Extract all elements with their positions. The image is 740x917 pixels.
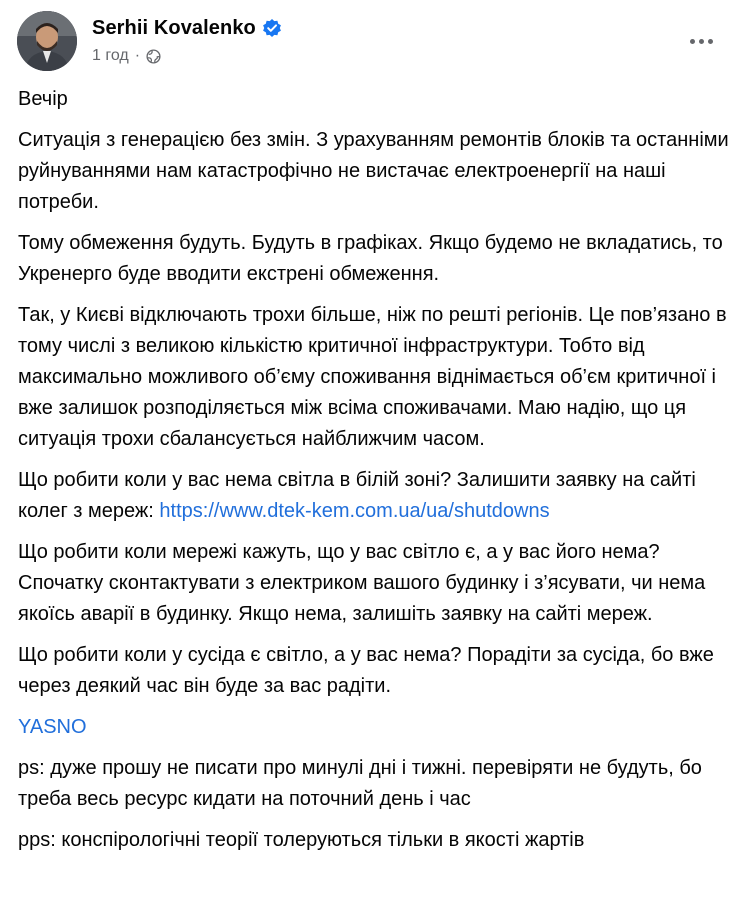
more-dot bbox=[699, 39, 704, 44]
meta-separator: · bbox=[134, 47, 141, 64]
more-options-icon[interactable] bbox=[683, 27, 719, 55]
paragraph-neighbor: Що робити коли у сусіда є світло, а у вас нема? Порадіти за сусіда, бо вже через деякий час він буде за вас радіти. bbox=[18, 644, 714, 697]
verified-badge-icon bbox=[262, 18, 282, 38]
author-row bbox=[92, 15, 282, 41]
post-meta bbox=[92, 46, 282, 66]
author-name[interactable]: Serhii Kovalenko bbox=[92, 16, 256, 39]
paragraph-white-zone bbox=[18, 465, 730, 527]
post-timestamp[interactable]: 1 год bbox=[92, 47, 129, 64]
post-header bbox=[17, 11, 723, 73]
paragraph-evening: Вечір bbox=[18, 88, 68, 110]
dtek-shutdowns-link[interactable]: https://www.dtek-kem.com.ua/ua/shutdowns bbox=[159, 500, 550, 522]
paragraph-generation: Ситуація з генерацією без змін. З урахуванням ремонтів блоків та останніми руйнуваннями нам катастрофічно не вистачає електроенергії на наші потреби. bbox=[18, 129, 729, 213]
paragraph-restrictions: Тому обмеження будуть. Будуть в графіках. Якщо будемо не вкладатись, то Укренерго буде вводити екстрені обмеження. bbox=[18, 232, 723, 285]
paragraph-yasno bbox=[18, 712, 730, 743]
globe-icon[interactable] bbox=[146, 49, 161, 64]
author-block bbox=[92, 15, 282, 66]
paragraph-network-says: Що робити коли мережі кажуть, що у вас світло є, а у вас його нема? Спочатку сконтактувати з електриком вашого будинку і з’ясувати, чи нема якоїсь аварії в будинку. Якщо нема, залишіть заявку на сайті мереж. bbox=[18, 541, 706, 625]
white-zone-text: Що робити коли у вас нема світла в білій зоні? Залишити заявку на сайті колег з мереж: bbox=[18, 469, 696, 522]
more-dot bbox=[708, 39, 713, 44]
post-body bbox=[18, 84, 730, 866]
paragraph-pps: pps: конспірологічні теорії толеруються тільки в якості жартів bbox=[18, 829, 585, 851]
yasno-tag-link[interactable]: YASNO bbox=[18, 716, 87, 738]
paragraph-kyiv: Так, у Києві відключають трохи більше, ніж по решті регіонів. Це пов’язано в тому числі з великою кількістю критичної інфраструктури. Тобто від максимально можливого об’єму споживання віднімається об’єм критичної і вже залишок розподіляється між всіма споживачами. Маю надію, що ця ситуація трохи сбалансується найближчим часом. bbox=[18, 304, 727, 450]
avatar[interactable] bbox=[17, 11, 77, 71]
avatar-photo bbox=[17, 11, 77, 71]
paragraph-ps: ps: дуже прошу не писати про минулі дні і тижні. перевіряти не будуть, бо треба весь ресурс кидати на поточний день і час bbox=[18, 757, 702, 810]
more-dot bbox=[690, 39, 695, 44]
